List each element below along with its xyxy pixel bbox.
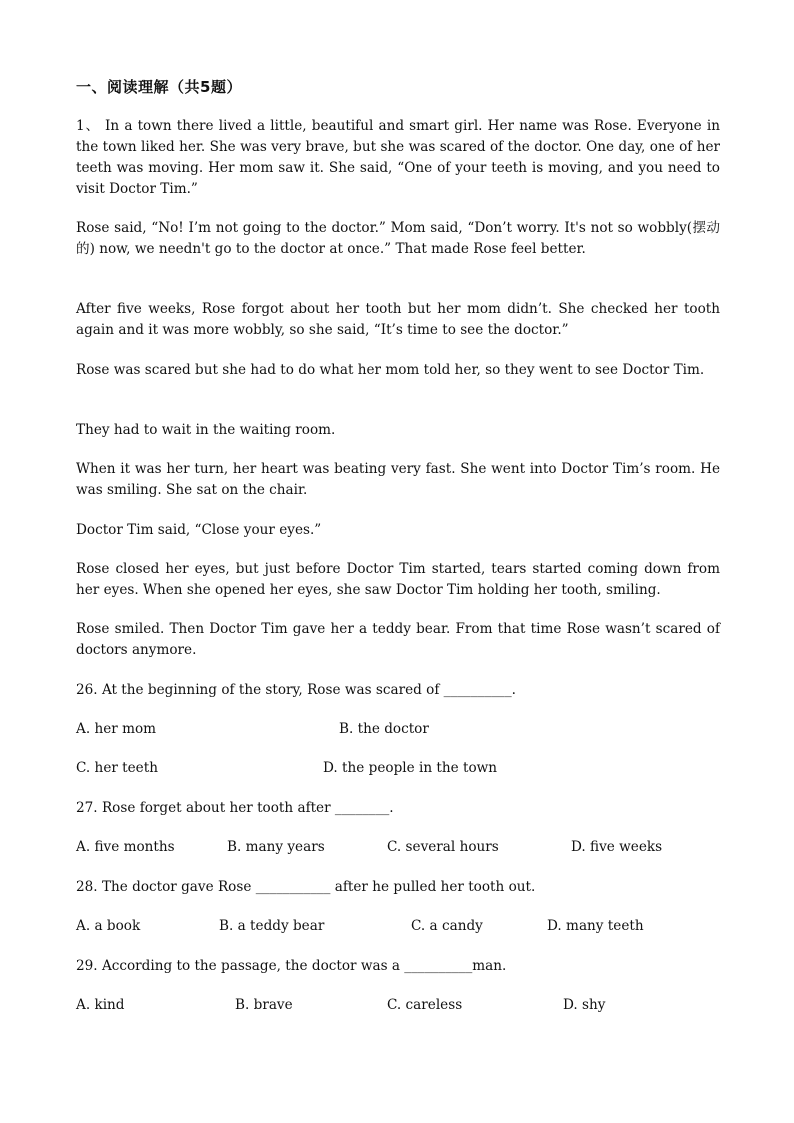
question-28-option-c: C. a candy [411, 918, 483, 934]
question-26-option-a: A. her mom [76, 721, 157, 737]
question-29-option-c: C. careless [387, 997, 463, 1013]
passage-paragraph-7: Doctor Tim said, “Close your eyes.” [76, 522, 322, 538]
question-27-stem: 27. Rose forget about her tooth after ________. [76, 800, 394, 816]
question-26-option-d: D. the people in the town [323, 760, 498, 776]
question-27-option-a: A. five months [76, 839, 175, 855]
question-28-option-d: D. many teeth [547, 918, 644, 934]
question-26-stem: 26. At the beginning of the story, Rose was scared of __________. [76, 682, 516, 698]
question-28-stem: 28. The doctor gave Rose ___________ after he pulled her tooth out. [76, 879, 536, 895]
question-27-option-b: B. many years [227, 839, 325, 855]
passage-paragraph-9: Rose smiled. Then Doctor Tim gave her a teddy bear. From that time Rose wasn’t scared of doctors anymore. [76, 621, 720, 658]
question-27-option-d: D. five weeks [571, 839, 663, 855]
question-29-option-a: A. kind [76, 997, 125, 1013]
section-title: 一、阅读理解（共5题） [76, 78, 242, 96]
question-28-option-a: A. a book [76, 918, 141, 934]
passage-paragraph-2: Rose said, “No! I’m not going to the doctor.” Mom said, “Don’t worry. It's not so wobbly(摆动的) now, we needn't go to the doctor at once.” That made Rose feel better. [76, 220, 720, 257]
passage-paragraph-1: 1、 In a town there lived a little, beautiful and smart girl. Her name was Rose. Everyone in the town liked her. She was very brave, but she was scared of the doctor. One day, one of her teeth was moving. Her mom saw it. She said, “One of your teeth is moving, and you need to visit Doctor Tim.” [76, 118, 720, 197]
passage-paragraph-3: After five weeks, Rose forgot about her tooth but her mom didn’t. She checked her tooth again and it was more wobbly, so she said, “It’s time to see the doctor.” [76, 301, 720, 338]
question-28-option-b: B. a teddy bear [219, 918, 325, 934]
passage-paragraph-5: They had to wait in the waiting room. [76, 422, 336, 438]
passage-paragraph-6: When it was her turn, her heart was beating very fast. She went into Doctor Tim’s room. He was smiling. She sat on the chair. [76, 461, 720, 498]
passage-paragraph-8: Rose closed her eyes, but just before Doctor Tim started, tears started coming down from her eyes. When she opened her eyes, she saw Doctor Tim holding her tooth, smiling. [76, 561, 720, 598]
question-29-stem: 29. According to the passage, the doctor was a __________man. [76, 958, 507, 974]
question-26-option-c: C. her teeth [76, 760, 158, 776]
question-26-option-b: B. the doctor [339, 721, 429, 737]
question-29-option-d: D. shy [563, 997, 606, 1013]
question-29-option-b: B. brave [235, 997, 293, 1013]
question-27-option-c: C. several hours [387, 839, 499, 855]
document-page [76, 0, 720, 1123]
passage-paragraph-4: Rose was scared but she had to do what her mom told her, so they went to see Doctor Tim. [76, 362, 705, 378]
